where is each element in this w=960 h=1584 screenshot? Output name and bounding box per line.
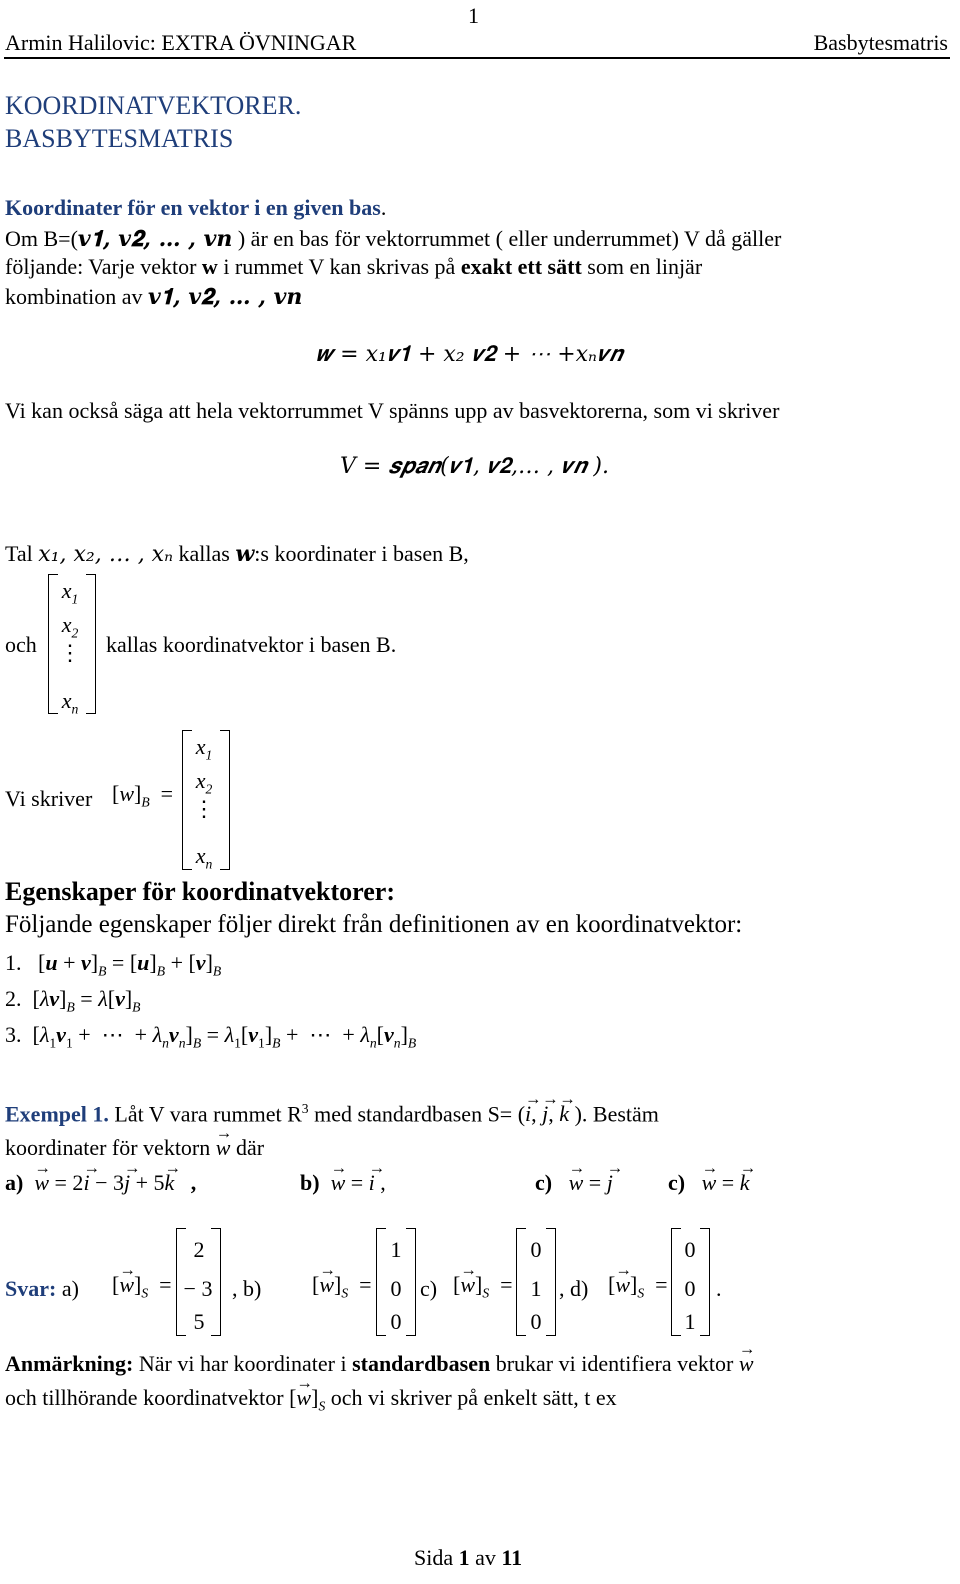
span-equation: V = 𝒔𝒑𝒂𝒏(𝒗𝟏, 𝒗𝟐,… , 𝒗𝒏 ). [340,454,609,479]
paragraph-line2 [5,254,702,280]
title-line1: KOORDINATVEKTORER. [5,91,302,120]
example-part-d: c) → w = → k [668,1170,749,1196]
vector-w: → w [216,1135,231,1161]
vector-entry-x2: $x_2$ [61,612,79,641]
p1-b: ) är en bas för vektorrummet ( eller underrummet) V då gäller [232,226,782,251]
heading-dot: . [380,195,387,220]
answer-d-label: , d) [559,1276,589,1301]
answer-b-entry-2: 0 [390,1276,402,1301]
footer-page: 1 [458,1545,470,1570]
answer-b-label: , b) [232,1276,262,1301]
example-part-b: b) → w = → i , [300,1170,386,1196]
answer-d-entry-3: 1 [684,1309,696,1334]
remark-text-b: brukar vi identifiera vektor [490,1351,739,1376]
tal-a: Tal [5,541,39,566]
section-heading-coordinates [5,195,386,221]
p1-a: Om B=( [5,226,78,251]
property-1: 1. $[u + v]_B = [u]_B + [v]_B$ [5,950,222,979]
answer-a-entry-3: 5 [193,1309,205,1334]
part-a-label: a) [5,1170,24,1195]
property-3: 3. [$\lambda_1v_1$ + ⋯ + $\lambda_nv_n]_B = \lambda_1[v_1]_B$ + ⋯ + $\lambda_n[v_n]_B$ [5,1022,417,1051]
p2-c: som en linjär [581,254,703,279]
answer-wS-c: [→ $w]_S$ = [453,1272,513,1301]
footer-sida: Sida [414,1545,459,1570]
page-number: 1 [468,3,479,28]
properties-intro: Följande egenskaper följer direkt från definitionen av en koordinatvektor: [5,911,743,938]
answer-a-entry-1: 2 [193,1237,205,1262]
answer-wS-b: [→ $w]_S$ = [312,1272,372,1301]
remark-w: → w [739,1351,754,1377]
bracket-right [220,730,230,870]
p2-a: följande: Varje vektor [5,254,202,279]
example-text-c: ). Bestäm [569,1101,659,1127]
example-line2-b: där [230,1135,265,1160]
tal-coords: 𝑥₁, 𝑥₂, … , 𝑥ₙ [38,542,174,567]
header-left: Armin Halilovic: EXTRA ÖVNINGAR [5,30,357,55]
answer-a-entry-2: − 3 [183,1276,213,1301]
example-part-a: a) → w = 2→ i − 3→ j + 5→ k , [5,1170,196,1196]
answer-d-entry-1: 0 [684,1237,696,1262]
remark-label: Anmärkning: [5,1351,134,1376]
answer-c-entry-1: 0 [530,1237,542,1262]
remark-line1 [5,1351,754,1377]
example-part-c: c) → w = → j [535,1170,613,1196]
vector-entry-xn: $x_n$ [61,688,79,717]
vector-entry-xn: $x_n$ [195,843,213,872]
answer-label: Svar: [5,1276,57,1301]
example-label: Exempel 1. [5,1101,109,1127]
vector-entry-dots: ⋮ [59,640,81,665]
linear-combination-equation: 𝒘 = 𝑥₁𝒗𝟏 + 𝑥₂ 𝒗𝟐 + ⋯ +𝑥ₙ𝒗𝒏 [316,342,623,367]
example-comma1: , [531,1101,543,1127]
example-sup: 3 [301,1101,309,1116]
answer-wS-d: [→ $w]_S$ = [608,1272,668,1301]
answer-label-line [5,1276,79,1302]
properties-heading: Egenskaper för koordinatvektorer: [5,877,395,906]
remark-std: standardbasen [352,1351,491,1376]
footer-av: av [469,1545,502,1570]
paragraph-line1 [5,226,781,252]
answer-a: a) [61,1276,79,1301]
header-right: Basbytesmatris [813,30,948,55]
answer-c-entry-2: 1 [530,1276,542,1301]
vi-skriver-label: Vi skriver [5,786,93,811]
remark-text-a: När vi har koordinater i [133,1351,353,1376]
span-sentence: Vi kan också säga att hela vektorrummet V spänns upp av basvektorerna, som vi skriver [5,398,780,423]
p2-b: i rummet V kan skrivas på [217,254,461,279]
header-rule [4,57,950,59]
tal-c: :s koordinater i basen B, [254,541,469,566]
vector-entry-x1: $x_1$ [61,578,79,607]
remark-line2-b: och vi skriver på enkelt sätt, t ex [325,1385,617,1410]
vector-i: → i [525,1101,531,1127]
tal-sentence [5,541,469,567]
part-c-label: c) [535,1170,553,1195]
answer-d-entry-2: 0 [684,1276,696,1301]
vector-entry-x1: $x_1$ [195,734,213,763]
vector-j: → j [542,1101,548,1127]
example-text-a: Låt V vara rummet R [108,1101,302,1127]
p1-basis: 𝒗𝟏, 𝒗𝟐, … , 𝒗𝒏 [77,226,233,252]
part-d-label: c) [668,1170,686,1195]
footer-page-indicator [414,1545,522,1571]
property-2: 2. $[\lambda v]_B = \lambda[v]_B$ [5,986,141,1015]
title-line2: BASBYTESMATRIS [5,124,234,153]
och-label: och [5,632,37,657]
p2-exakt: exakt ett sätt [460,254,582,279]
tal-w: 𝒘 [235,541,255,567]
answer-b-entry-1: 1 [390,1237,402,1262]
heading-text: Koordinater för en vektor i en given bas [5,195,381,220]
example-comma2: , [548,1101,560,1127]
answer-c-entry-3: 0 [530,1309,542,1334]
answer-b-entry-3: 0 [390,1309,402,1334]
bracket-right [86,574,96,714]
coordinate-vector-w-B: $[w]_B$ = [112,781,174,810]
footer-total: 11 [501,1545,523,1570]
vector-entry-dots: ⋮ [193,796,215,821]
example-line2-a: koordinater för vektorn [5,1135,216,1160]
vector-entry-x2: $x_2$ [195,768,213,797]
p3-basis: 𝒗𝟏, 𝒗𝟐, … , 𝒗𝒏 [147,284,303,310]
example-text-b: med standardbasen S= ( [308,1101,526,1127]
remark-line2-a: och tillhörande koordinatvektor [5,1385,290,1410]
answer-wS-a: [→ $w]_S$ = [112,1272,172,1301]
p3-a: kombination av [5,284,148,309]
p2-w: w [201,254,218,279]
part-b-label: b) [300,1170,320,1195]
vector-k: → k [559,1101,569,1127]
remark-line2: och tillhörande koordinatvektor [→ $w]_S$ och vi skriver på enkelt sätt, t ex [5,1385,617,1414]
och-text: kallas koordinatvektor i basen B. [106,632,397,657]
example-line2 [5,1135,264,1161]
answer-period: . [716,1276,722,1301]
answer-c-label: c) [420,1276,438,1301]
tal-b: kallas [173,541,236,566]
example-line1 [5,1101,659,1127]
paragraph-line3 [5,284,302,310]
